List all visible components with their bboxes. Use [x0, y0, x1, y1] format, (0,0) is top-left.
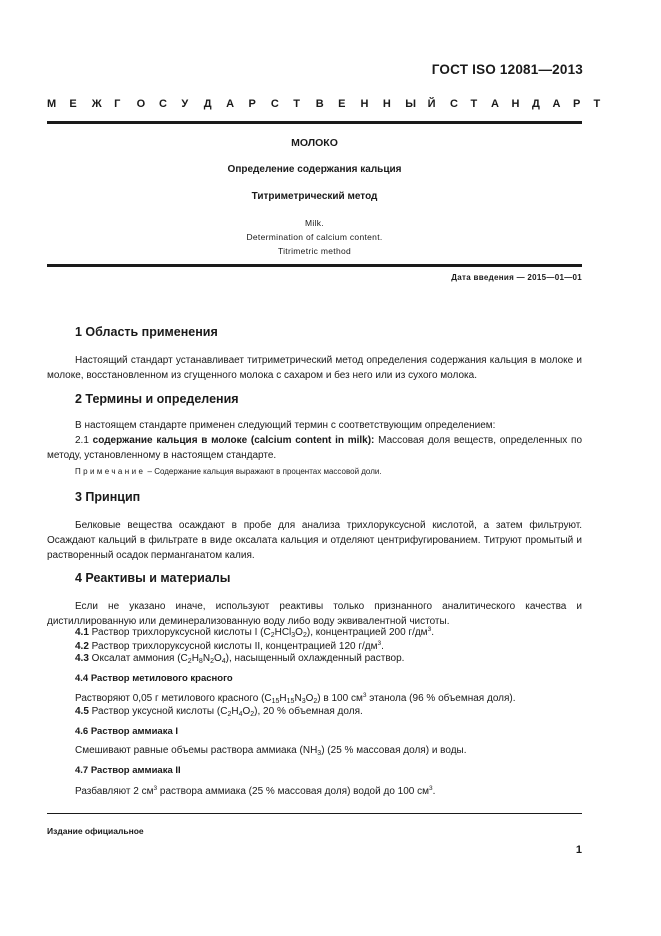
standard-category: [47, 98, 601, 110]
interstate-letter: В: [315, 98, 324, 110]
item-4-5: 4.5 Раствор уксусной кислоты $(C_2H_4O_2)$, 20 % объемная доля.: [75, 706, 363, 718]
interstate-letter: С: [270, 98, 279, 110]
interstate-letter: Й: [427, 98, 436, 110]
standard-letter: Д: [532, 98, 540, 110]
interstate-letter: У: [181, 98, 189, 110]
english-title-line1: Milk.: [305, 218, 324, 228]
interstate-letter: Т: [293, 98, 301, 110]
standard-code: ГОСТ ISO 12081—2013: [431, 62, 583, 77]
interstate-letter: Е: [338, 98, 346, 110]
standard-letter: А: [552, 98, 561, 110]
header-rule: [47, 121, 582, 124]
interstate-letter: Е: [69, 98, 77, 110]
item-4-4-text: Растворяют 0,05 г метилового красного $(C_{15}H_{15}N_3O_2)$ в 100 $см^3$ этанола (96 % объемная доля).: [75, 692, 516, 705]
interstate-letter: М: [47, 98, 57, 110]
edition-label: Издание официальное: [47, 826, 144, 836]
english-title-line2: Determination of calcium content.: [246, 232, 383, 242]
footer-rule: [47, 813, 582, 814]
section-1-text: Настоящий стандарт устанавливает титриметрический метод определения содержания кальция в молоке и молоке, восстановленном из сгущенного молока с сахаром и без него или из сухого молока.: [47, 355, 582, 381]
interstate-letter: Д: [203, 98, 212, 110]
document-title: МОЛОКО: [291, 137, 338, 149]
interstate-letter: Р: [248, 98, 256, 110]
standard-letter: Р: [573, 98, 581, 110]
interstate-letter: С: [158, 98, 167, 110]
interstate-letter: Г: [114, 98, 121, 110]
standard-letter: Н: [511, 98, 520, 110]
item-4-2: 4.2 Раствор трихлоруксусной кислоты II, концентрацией 120 $г/дм^3$.: [75, 640, 384, 652]
section-2-term: 2.1 содержание кальция в молоке (calcium content in milk): Массовая доля веществ, определенных по методу, установленному в настоящем стандарте.: [47, 435, 583, 461]
section-2-heading: 2 Термины и определения: [75, 392, 239, 406]
document-method: Титриметрический метод: [251, 191, 378, 202]
item-4-3: 4.3 Оксалат аммония $(C_2H_8N_2O_4)$, насыщенный охлажденный раствор.: [75, 653, 405, 665]
category-word-standard: [450, 98, 614, 110]
interstate-letter: Ж: [91, 98, 102, 110]
page-number: 1: [575, 844, 582, 856]
item-4-6-heading: 4.6 Раствор аммиака I: [75, 726, 179, 737]
section-2-intro: В настоящем стандарте применен следующий термин с соответствующим определением:: [75, 420, 496, 431]
item-4-6-text: Смешивают равные объемы раствора аммиака $(NH_3)$ (25 % массовая доля) и воды.: [75, 745, 467, 757]
item-4-7-heading: 4.7 Раствор аммиака II: [75, 765, 181, 776]
interstate-letter: Ы: [405, 98, 417, 110]
standard-letter: С: [450, 98, 458, 110]
document-subtitle: Определение содержания кальция: [227, 164, 402, 175]
section-4-text: Если не указано иначе, используют реактивы только признанного аналитического качества и дистиллированную или деминерализованную воду либо воду эквивалентной чистоты.: [47, 601, 582, 627]
standard-letter: Т: [470, 98, 478, 110]
category-word-interstate: [47, 98, 450, 110]
standard-letter: А: [491, 98, 499, 110]
item-4-1: 4.1 Раствор трихлоруксусной кислоты I $(C_2HCl_3O_2)$, концентрацией 200 $г/дм^3$.: [75, 626, 434, 639]
standard-letter: Т: [593, 98, 601, 110]
section-3-heading: 3 Принцип: [75, 490, 141, 504]
section-4-heading: 4 Реактивы и материалы: [75, 571, 231, 585]
interstate-letter: О: [136, 98, 146, 110]
item-4-4-heading: 4.4 Раствор метилового красного: [75, 673, 233, 684]
section-1-heading: 1 Область применения: [75, 325, 218, 339]
interstate-letter: Н: [382, 98, 391, 110]
section-2-note: Примечание – Содержание кальция выражают в процентах массовой доли.: [75, 467, 382, 476]
interstate-letter: Н: [360, 98, 369, 110]
english-title-line3: Titrimetric method: [277, 246, 352, 256]
section-3-text: Белковые вещества осаждают в пробе для анализа трихлоруксусной кислотой, а затем фильтруют. Осаждают кальций в фильтрате в виде оксалата кальция и отделяют центрифугированием. Титруют промытый и растворенный осадок перманганатом калия.: [47, 520, 582, 561]
item-4-7-text: Разбавляют 2 $см^3$ раствора аммиака (25 % массовая доля) водой до 100 $см^3$.: [75, 785, 436, 797]
title-rule: [47, 264, 582, 267]
interstate-letter: А: [226, 98, 235, 110]
introduction-date: Дата введения — 2015—01—01: [451, 273, 582, 282]
